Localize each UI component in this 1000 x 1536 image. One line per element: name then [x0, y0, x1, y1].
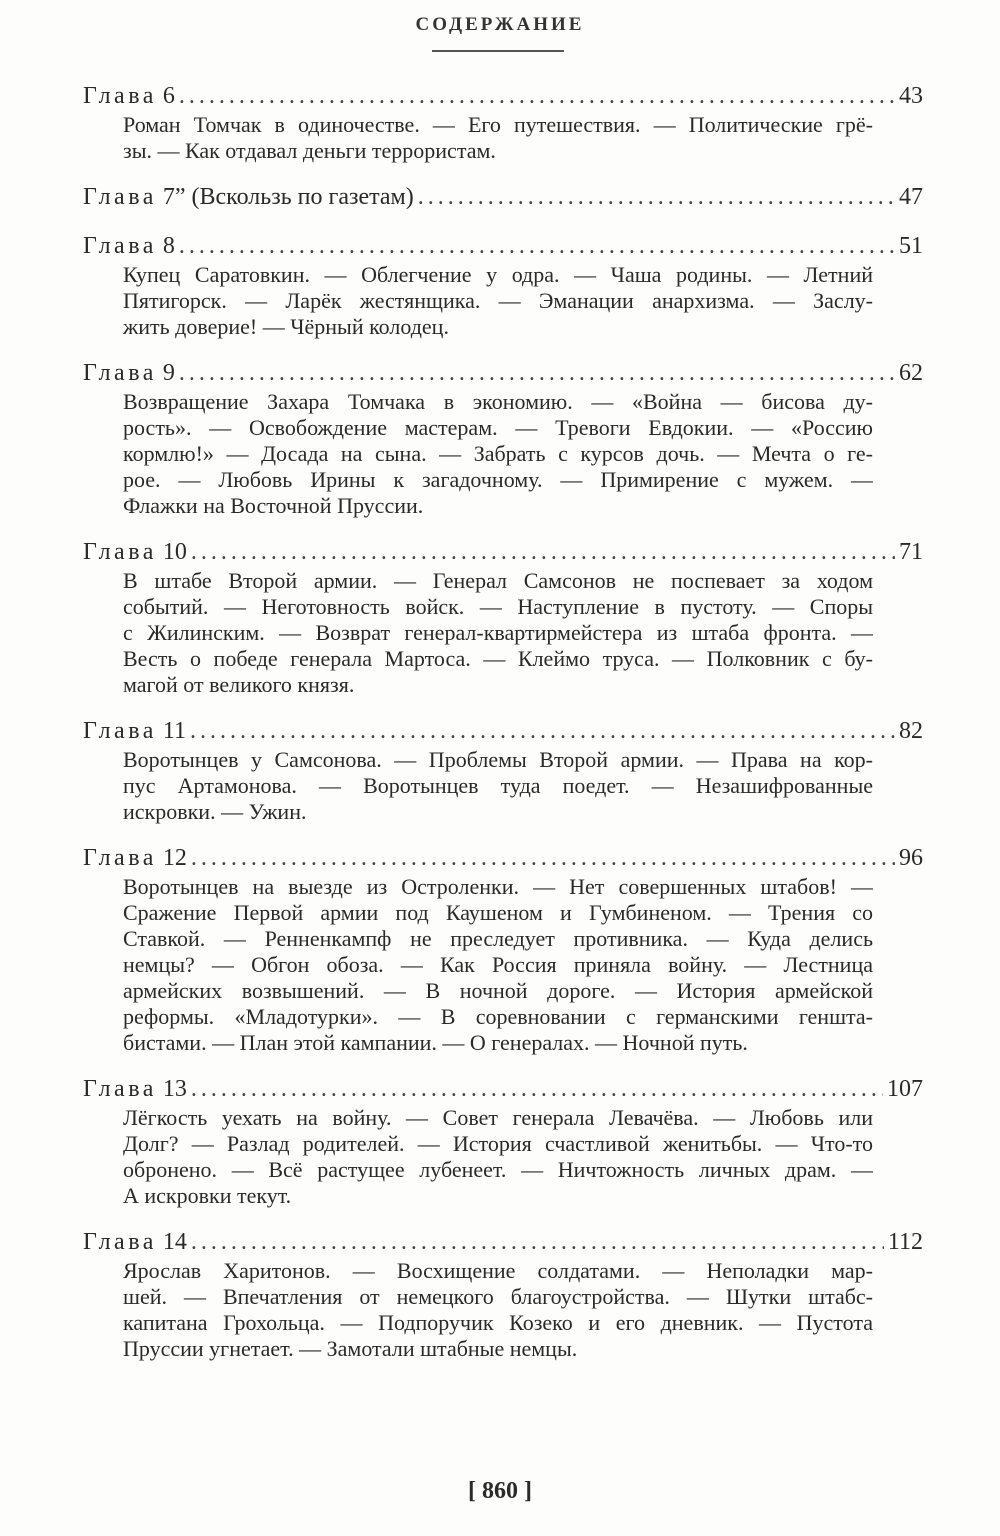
chapter-label — [83, 80, 175, 112]
dot-leader — [190, 715, 895, 747]
chapter-page: 43 — [899, 83, 923, 109]
chapter-page: 51 — [899, 233, 923, 259]
summary-line: реформы. «Младотурки». — В соревновании с германскими геншта- — [123, 1004, 873, 1029]
chapter-heading — [83, 230, 923, 262]
dot-leader — [191, 1226, 884, 1258]
chapter-heading — [83, 715, 923, 747]
summary-line: В штабе Второй армии. — Генерал Самсонов не поспевает за ходом — [123, 568, 873, 593]
summary-line: армейских возвышений. — В ночной дороге. — История армейской — [123, 978, 873, 1003]
toc-entry — [83, 536, 923, 698]
chapter-summary — [123, 747, 873, 825]
chapter-heading — [83, 536, 923, 568]
summary-line: зы. — Как отдавал деньги террористам. — [123, 138, 496, 163]
summary-line: обронено. — Всё растущее лубенеет. — Ничтожность личных драм. — — [123, 1157, 873, 1182]
summary-line: немцы? — Обгон обоза. — Как Россия приняла войну. — Лестница — [123, 952, 873, 977]
chapter-summary — [123, 1105, 873, 1209]
title-divider — [432, 50, 564, 52]
summary-line: бистами. — План этой кампании. — О генералах. — Ночной путь. — [123, 1030, 748, 1055]
chapter-page: 47 — [899, 184, 923, 210]
chapter-label — [83, 715, 186, 747]
toc-entry — [83, 1073, 923, 1209]
chapter-summary — [123, 1258, 873, 1362]
chapter-page: 82 — [899, 718, 923, 744]
chapter-heading — [83, 357, 923, 389]
summary-line: Пруссии угнетает. — Замотали штабные немцы. — [123, 1336, 578, 1361]
chapter-heading — [83, 181, 923, 213]
chapter-heading — [83, 842, 923, 874]
toc-entry — [83, 181, 923, 213]
page-number: [ 860 ] — [468, 1478, 532, 1504]
table-of-contents — [83, 80, 923, 1379]
summary-line: с Жилинским. — Возврат генерал-квартирмейстера из штаба фронта. — — [123, 620, 873, 645]
toc-entry — [83, 80, 923, 164]
chapter-summary — [123, 874, 873, 1056]
chapter-page: 96 — [899, 845, 923, 871]
chapter-summary — [123, 389, 873, 519]
summary-line: магой от великого князя. — [123, 672, 355, 697]
chapter-number: 7” (Вскользь по газетам) — [162, 184, 414, 210]
summary-line: Весть о победе генерала Мартоса. — Клеймо труса. — Полковник с бу- — [123, 646, 873, 671]
summary-line: жить доверие! — Чёрный колодец. — [123, 314, 449, 339]
chapter-heading — [83, 80, 923, 112]
summary-line: Купец Саратовкин. — Облегчение у одра. — Чаша родины. — Летний — [123, 262, 873, 287]
chapter-word: Глава — [83, 233, 157, 259]
chapter-summary — [123, 262, 873, 340]
summary-line: кормлю!» — Досада на сына. — Забрать с курсов дочь. — Мечта о ге- — [123, 441, 873, 466]
chapter-label — [83, 181, 414, 213]
chapter-page: 62 — [899, 360, 923, 386]
dot-leader — [179, 357, 895, 389]
chapter-word: Глава — [83, 83, 157, 109]
summary-line: Долг? — Разлад родителей. — История счастливой женитьбы. — Что-то — [123, 1131, 873, 1156]
chapter-number: 9 — [162, 360, 175, 386]
chapter-label — [83, 1073, 187, 1105]
chapter-summary — [123, 568, 873, 698]
chapter-label — [83, 536, 187, 568]
chapter-word: Глава — [83, 1076, 157, 1102]
summary-line: Возвращение Захара Томчака в экономию. — «Война — бисова ду- — [123, 389, 873, 414]
summary-line: Воротынцев у Самсонова. — Проблемы Второй армии. — Права на кор- — [123, 747, 873, 772]
toc-entry — [83, 357, 923, 519]
toc-entry — [83, 715, 923, 825]
chapter-label — [83, 230, 175, 262]
chapter-summary — [123, 112, 873, 164]
chapter-label — [83, 842, 187, 874]
summary-line: Воротынцев на выезде из Остроленки. — Нет совершенных штабов! — — [123, 874, 873, 899]
chapter-number: 12 — [162, 845, 187, 871]
dot-leader — [418, 181, 895, 213]
summary-line: шей. — Впечатления от немецкого благоустройства. — Шутки штабс- — [123, 1284, 873, 1309]
chapter-heading — [83, 1073, 923, 1105]
summary-line: Лёгкость уехать на войну. — Совет генерала Левачёва. — Любовь или — [123, 1105, 873, 1130]
chapter-word: Глава — [83, 1229, 157, 1255]
chapter-label — [83, 1226, 187, 1258]
summary-line: Роман Томчак в одиночестве. — Его путешествия. — Политические грё- — [123, 112, 873, 137]
toc-entry — [83, 842, 923, 1056]
chapter-page: 107 — [887, 1076, 923, 1102]
chapter-word: Глава — [83, 845, 157, 871]
summary-line: рое. — Любовь Ирины к загадочному. — Примирение с мужем. — — [123, 467, 873, 492]
chapter-number: 8 — [162, 233, 175, 259]
summary-line: капитана Грохольца. — Подпоручик Козеко и его дневник. — Пустота — [123, 1310, 873, 1335]
dot-leader — [179, 230, 895, 262]
chapter-number: 13 — [162, 1076, 187, 1102]
chapter-heading — [83, 1226, 923, 1258]
summary-line: пус Артамонова. — Воротынцев туда поедет. — Незашифрованные — [123, 773, 873, 798]
summary-line: Сражение Первой армии под Каушеном и Гумбиненом. — Трения со — [123, 900, 873, 925]
chapter-number: 10 — [162, 539, 187, 565]
summary-line: событий. — Неготовность войск. — Наступление в пустоту. — Споры — [123, 594, 873, 619]
dot-leader — [191, 1073, 883, 1105]
chapter-number: 11 — [162, 718, 186, 744]
chapter-word: Глава — [83, 360, 157, 386]
chapter-number: 6 — [162, 83, 175, 109]
chapter-page: 112 — [887, 1229, 923, 1255]
toc-entry — [83, 230, 923, 340]
chapter-word: Глава — [83, 184, 157, 210]
page-title: СОДЕРЖАНИЕ — [415, 14, 585, 35]
summary-line: рость». — Освобождение мастерам. — Тревоги Евдокии. — «Россию — [123, 415, 873, 440]
dot-leader — [179, 80, 895, 112]
toc-entry — [83, 1226, 923, 1362]
dot-leader — [191, 536, 895, 568]
summary-line: А искровки текут. — [123, 1183, 292, 1208]
summary-line: Пятигорск. — Ларёк жестянщика. — Эманации анархизма. — Заслу- — [123, 288, 873, 313]
chapter-label — [83, 357, 175, 389]
chapter-word: Глава — [83, 539, 157, 565]
summary-line: Ставкой. — Ренненкампф не преследует противника. — Куда делись — [123, 926, 873, 951]
dot-leader — [191, 842, 895, 874]
summary-line: искровки. — Ужин. — [123, 799, 307, 824]
chapter-page: 71 — [899, 539, 923, 565]
chapter-word: Глава — [83, 718, 157, 744]
summary-line: Флажки на Восточной Пруссии. — [123, 493, 424, 518]
chapter-number: 14 — [162, 1229, 187, 1255]
summary-line: Ярослав Харитонов. — Восхищение солдатами. — Неполадки мар- — [123, 1258, 873, 1283]
